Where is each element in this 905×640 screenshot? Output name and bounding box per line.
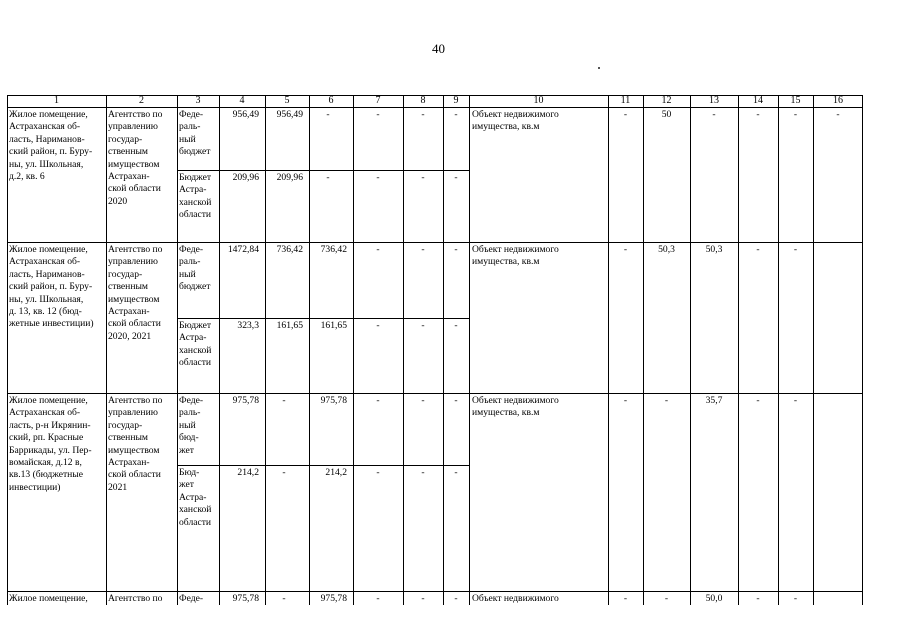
amount-col6: 736,42 <box>320 244 347 255</box>
amount-col9: - <box>454 172 458 183</box>
amount-col9: - <box>454 320 458 331</box>
funding-source: Бюджет Астра- ханской области <box>179 172 212 221</box>
amount-col8: - <box>421 395 425 406</box>
funding-source: Феде- раль- ный бюд- жет <box>179 395 204 456</box>
indicator-value-col13: 50,3 <box>705 244 723 255</box>
amount-col4: 209,96 <box>232 172 259 183</box>
column-line <box>106 95 107 605</box>
row-divider <box>7 242 863 243</box>
amount-col7: - <box>376 593 380 604</box>
responsible-agency: Агентство по управлению государ- ственным имуществом Астрахан- ской области 2020 <box>108 109 163 207</box>
table-border-right <box>862 95 863 605</box>
amount-col9: - <box>454 395 458 406</box>
amount-col6: 975,78 <box>320 395 347 406</box>
indicator-value-col15: - <box>793 593 798 604</box>
column-header: 5 <box>284 95 290 106</box>
amount-col5: 161,65 <box>276 320 303 331</box>
column-line <box>813 95 814 605</box>
column-header: 4 <box>239 95 245 106</box>
result-indicator: Объект недвижимого имущества, кв.м <box>472 395 559 419</box>
column-header: 14 <box>753 95 763 106</box>
result-indicator: Объект недвижимого <box>472 593 559 604</box>
amount-col6: 161,65 <box>320 320 347 331</box>
amount-col5: 209,96 <box>276 172 303 183</box>
column-header: 12 <box>661 95 672 106</box>
funding-source: Феде- раль- ный бюджет <box>179 109 211 158</box>
column-line <box>690 95 691 605</box>
column-line <box>177 95 178 605</box>
amount-col4: 975,78 <box>232 395 259 406</box>
subrow-divider <box>177 318 469 319</box>
indicator-value-col11: - <box>623 244 628 255</box>
funding-source: Феде- <box>179 593 204 604</box>
budget-table <box>7 95 863 605</box>
column-header: 16 <box>833 95 843 106</box>
funding-source: Бюджет Астра- ханской области <box>179 320 212 369</box>
indicator-value-col14: - <box>756 593 760 604</box>
funding-source: Феде- раль- ный бюджет <box>179 244 211 293</box>
amount-col5: 956,49 <box>276 109 303 120</box>
column-header: 11 <box>620 95 631 106</box>
amount-col5: - <box>282 467 286 478</box>
indicator-value-col13: 35,7 <box>705 395 723 406</box>
amount-col7: - <box>376 467 380 478</box>
object-description: Жилое помещение, Астраханская об- ласть, Нариманов- ский район, п. Буру- ны, ул. Школьная, д.2, кв. 6 <box>9 109 93 183</box>
indicator-value-col14: - <box>756 395 760 406</box>
indicator-value-col15: - <box>793 109 798 120</box>
column-line <box>738 95 739 605</box>
amount-col8: - <box>421 467 425 478</box>
page-number: 40 <box>432 41 445 56</box>
result-indicator: Объект недвижимого имущества, кв.м <box>472 244 559 268</box>
object-description: Жилое помещение, Астраханская об- ласть, р-н Икрянин- ский, рп. Красные Баррикады, ул. Пер- вомайская, д.12 в, кв.13 (бюджетные инвестиции) <box>9 395 92 493</box>
amount-col9: - <box>454 467 458 478</box>
table-border-left <box>7 95 8 605</box>
column-header: 8 <box>420 95 426 106</box>
amount-col6: 214,2 <box>325 467 347 478</box>
indicator-value-col11: - <box>623 109 628 120</box>
indicator-value-col11: - <box>623 395 628 406</box>
column-header: 6 <box>328 95 334 106</box>
amount-col8: - <box>421 320 425 331</box>
amount-col5: - <box>282 593 286 604</box>
amount-col9: - <box>454 109 458 120</box>
indicator-value-col15: - <box>793 395 798 406</box>
indicator-value-col11: - <box>623 593 628 604</box>
amount-col7: - <box>376 395 380 406</box>
responsible-agency: Агентство по <box>108 593 163 604</box>
amount-col8: - <box>421 593 425 604</box>
indicator-value-col13: - <box>712 109 716 120</box>
responsible-agency: Агентство по управлению государ- ственным имуществом Астрахан- ской области 2020, 2021 <box>108 244 163 342</box>
amount-col7: - <box>376 320 380 331</box>
indicator-value-col12: 50,3 <box>658 244 675 255</box>
column-header: 7 <box>375 95 381 106</box>
amount-col5: 736,42 <box>276 244 303 255</box>
column-line <box>778 95 779 605</box>
amount-col5: - <box>282 395 286 406</box>
row-divider <box>7 591 863 592</box>
column-header: 13 <box>709 95 719 106</box>
indicator-value-col12: 50 <box>661 109 672 120</box>
column-header: 15 <box>790 95 801 106</box>
column-line <box>643 95 644 605</box>
amount-col7: - <box>376 109 380 120</box>
amount-col7: - <box>376 172 380 183</box>
column-header: 10 <box>533 95 544 106</box>
amount-col9: - <box>454 244 458 255</box>
column-header: 9 <box>453 95 459 106</box>
amount-col4: 1472,84 <box>227 244 259 255</box>
subrow-divider <box>177 170 469 171</box>
indicator-value-col12: - <box>664 395 669 406</box>
column-line <box>469 95 470 605</box>
amount-col9: - <box>454 593 458 604</box>
indicator-value-col14: - <box>756 109 760 120</box>
responsible-agency: Агентство по управлению государ- ственным имуществом Астрахан- ской области 2021 <box>108 395 163 493</box>
amount-col8: - <box>421 109 425 120</box>
column-header: 3 <box>195 95 201 106</box>
scan-speck <box>598 67 600 69</box>
header-divider <box>7 107 863 108</box>
column-line <box>608 95 609 605</box>
amount-col8: - <box>421 172 425 183</box>
column-header: 1 <box>54 95 59 106</box>
subrow-divider <box>177 465 469 466</box>
object-description: Жилое помещение, Астраханская об- ласть, Нариманов- ский район, п. Буру- ны, ул. Школьная, д. 13, кв. 12 (бюд- жетные инвестиции) <box>9 244 94 330</box>
amount-col8: - <box>421 244 425 255</box>
amount-col4: 214,2 <box>237 467 259 478</box>
amount-col6: - <box>326 172 330 183</box>
indicator-value-col14: - <box>756 244 760 255</box>
amount-col7: - <box>376 244 380 255</box>
indicator-value-col16: - <box>836 109 840 120</box>
indicator-value-col15: - <box>793 244 798 255</box>
row-divider <box>7 393 863 394</box>
amount-col4: 975,78 <box>232 593 259 604</box>
amount-col4: 956,49 <box>232 109 259 120</box>
indicator-value-col13: 50,0 <box>705 593 723 604</box>
object-description: Жилое помещение, <box>9 593 88 604</box>
amount-col6: - <box>326 109 330 120</box>
funding-source: Бюд- жет Астра- ханской области <box>179 467 212 528</box>
amount-col4: 323,3 <box>237 320 259 331</box>
column-header: 2 <box>139 95 144 106</box>
amount-col6: 975,78 <box>320 593 347 604</box>
result-indicator: Объект недвижимого имущества, кв.м <box>472 109 559 133</box>
indicator-value-col12: - <box>664 593 669 604</box>
